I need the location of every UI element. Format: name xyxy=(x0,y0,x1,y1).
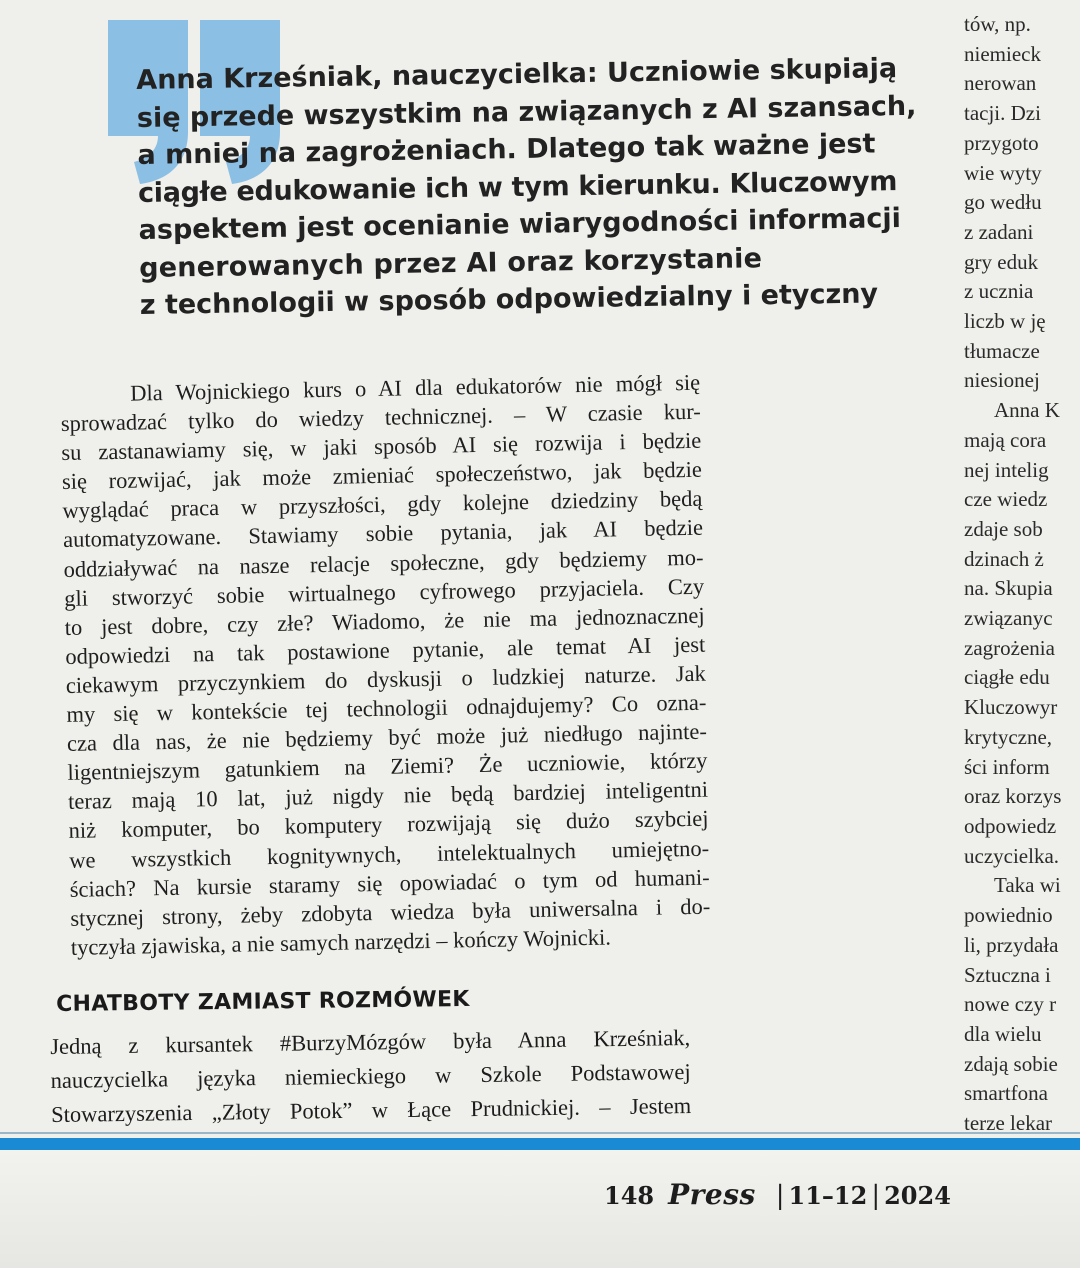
adjacent-line: niemieck xyxy=(964,41,1041,66)
adjacent-line: zdają sobie xyxy=(964,1051,1058,1076)
footer-blue-rule xyxy=(0,1138,1080,1150)
adjacent-line: zagrożenia xyxy=(964,635,1055,660)
body-line: teraz mają 10 lat, już nigdy nie będą bardziej inteligentni xyxy=(67,776,709,815)
body-line: się rozwijać, jak może zmieniać społeczeństwo, jak będzie xyxy=(61,456,703,495)
body-line: sprowadzać tylko do wiedzy technicznej. – W czasie kur- xyxy=(60,398,701,437)
adjacent-line: dzinach ż xyxy=(964,546,1044,571)
adjacent-line: mają cora xyxy=(964,427,1047,452)
adjacent-line: liczb w ję xyxy=(964,309,1046,334)
body-line: gli stworzyć sobie wirtualnego cyfrowego przyjaciela. Czy xyxy=(63,573,705,611)
adjacent-line: nej intelig xyxy=(964,457,1049,482)
adjacent-line: krytyczne, xyxy=(964,724,1053,749)
body-line: automatyzowane. Stawiamy sobie pytania, jak AI będzie xyxy=(62,515,704,553)
adjacent-line: go wedłu xyxy=(964,190,1042,215)
pull-quote-line: a mniej na zagrożeniach. Dlatego tak ważne jest xyxy=(137,128,876,171)
body-line: ligentniejszym gatunkiem na Ziemi? Że uczniowie, którzy xyxy=(67,747,708,786)
adjacent-line: ciągłe edu xyxy=(964,665,1050,690)
body-line: ściach? Na kursie staramy się opowiadać o tym od humani- xyxy=(69,864,710,902)
intro-line: nauczycielka języka niemieckiego w Szkole Podstawowej xyxy=(50,1059,691,1093)
pull-quote-line: z technologii w sposób odpowiedzialny i etyczny xyxy=(139,278,879,321)
adjacent-line: na. Skupia xyxy=(964,576,1053,601)
intro-line: Jedną z kursantek #BurzyMózgów była Anna Krześniak, xyxy=(50,1025,691,1059)
adjacent-line: li, przydała xyxy=(964,932,1059,957)
page-number: 148 xyxy=(604,1181,655,1210)
issue-year: 2024 xyxy=(884,1181,951,1210)
pull-quote-line: generowanych przez AI oraz korzystanie xyxy=(138,242,763,284)
intro-line: Stowarzyszenia „Złoty Potok” w Łące Prudnickiej. – Jestem xyxy=(51,1093,692,1127)
adjacent-line: odpowiedz xyxy=(964,813,1057,838)
body-line: my się w kontekście tej technologii odnajdujemy? Co ozna- xyxy=(66,689,707,727)
body-line: stycznej strony, żeby zdobyta wiedza była uniwersalna i do- xyxy=(70,893,711,931)
body-line: Dla Wojnickiego kurs o AI dla edukatorów nie mógł się xyxy=(130,369,701,406)
adjacent-line: terze lekar xyxy=(964,1111,1053,1130)
adjacent-line: Kluczowyr xyxy=(964,695,1058,720)
issue-number: 11–12 xyxy=(788,1181,868,1210)
section-heading: CHATBOTY ZAMIAST ROZMÓWEK xyxy=(56,986,470,1017)
page-footer xyxy=(604,1178,951,1211)
adjacent-line: tłumacze xyxy=(964,338,1040,363)
footer-thin-rule xyxy=(0,1132,1080,1134)
adjacent-line: tów, np. xyxy=(964,12,1031,36)
adjacent-line: ści inform xyxy=(964,754,1050,779)
adjacent-line: z zadani xyxy=(964,219,1034,244)
magazine-logo: Press xyxy=(668,1178,756,1211)
pull-quote-line: ciągłe edukowanie ich w tym kierunku. Kluczowym xyxy=(137,165,898,209)
body-line: wyglądać praca w przyszłości, gdy kolejne dziedziny będą xyxy=(62,486,703,524)
adjacent-line: wie wyty xyxy=(964,160,1042,185)
body-line: niż komputer, bo komputery rozwijają się dużo szybciej xyxy=(68,806,709,844)
adjacent-line: cze wiedz xyxy=(964,487,1048,512)
adjacent-line: uczycielka. xyxy=(964,843,1060,868)
adjacent-line: Sztuczna i xyxy=(964,962,1051,987)
article-body xyxy=(60,368,711,962)
adjacent-line: tacji. Dzi xyxy=(964,101,1041,126)
adjacent-line: dla wielu xyxy=(964,1021,1042,1046)
adjacent-line: związanyc xyxy=(964,606,1053,631)
adjacent-line: przygoto xyxy=(964,130,1039,155)
adjacent-line: nowe czy r xyxy=(964,992,1057,1017)
pull-quote-line: Anna Krześniak, nauczycielka: Uczniowie skupiają xyxy=(136,53,898,96)
adjacent-line: gry eduk xyxy=(964,249,1039,274)
body-line: we wszystkich kognitywnych, intelektualnych umiejętno- xyxy=(68,835,710,873)
pull-quote-line: aspektem jest ocenianie wiarygodności informacji xyxy=(138,203,902,246)
adjacent-column xyxy=(964,10,1080,1130)
body-line: oddziaływać na nasze relacje społeczne, gdy będziemy mo- xyxy=(63,544,704,582)
pull-quote xyxy=(136,49,940,324)
body-line: tyczyła zjawiska, a nie samych narzędzi – kończy Wojnicki. xyxy=(70,924,612,960)
footer-separator: | xyxy=(871,1181,881,1211)
body-line: to jest dobre, czy złe? Wiadomo, że nie ma jednoznacznej xyxy=(64,602,705,640)
adjacent-line: Anna K xyxy=(994,398,1060,423)
adjacent-line: oraz korzys xyxy=(964,784,1062,809)
adjacent-line: powiednio xyxy=(964,903,1053,928)
body-line: cza dla nas, że nie będziemy być może już niedługo najinte- xyxy=(66,718,708,757)
body-line: odpowiedzi na tak postawione pytanie, ale temat AI jest xyxy=(65,631,706,669)
footer-separator: | xyxy=(775,1181,785,1211)
adjacent-line: zdaje sob xyxy=(964,516,1043,541)
adjacent-line: nerowan xyxy=(964,71,1037,96)
adjacent-line: z ucznia xyxy=(964,279,1034,304)
body-line: ciekawym przyczynkiem do dyskusji o ludzkiej naturze. Jak xyxy=(65,660,706,698)
adjacent-line: smartfona xyxy=(964,1081,1048,1106)
body-line: su zastanawiamy się, w jaki sposób AI się rozwija i będzie xyxy=(61,427,702,466)
pull-quote-line: się przede wszystkim na związanych z AI szansach, xyxy=(136,90,917,134)
section-intro xyxy=(50,1021,691,1132)
adjacent-line: niesionej xyxy=(964,368,1040,393)
adjacent-line: Taka wi xyxy=(994,873,1061,898)
